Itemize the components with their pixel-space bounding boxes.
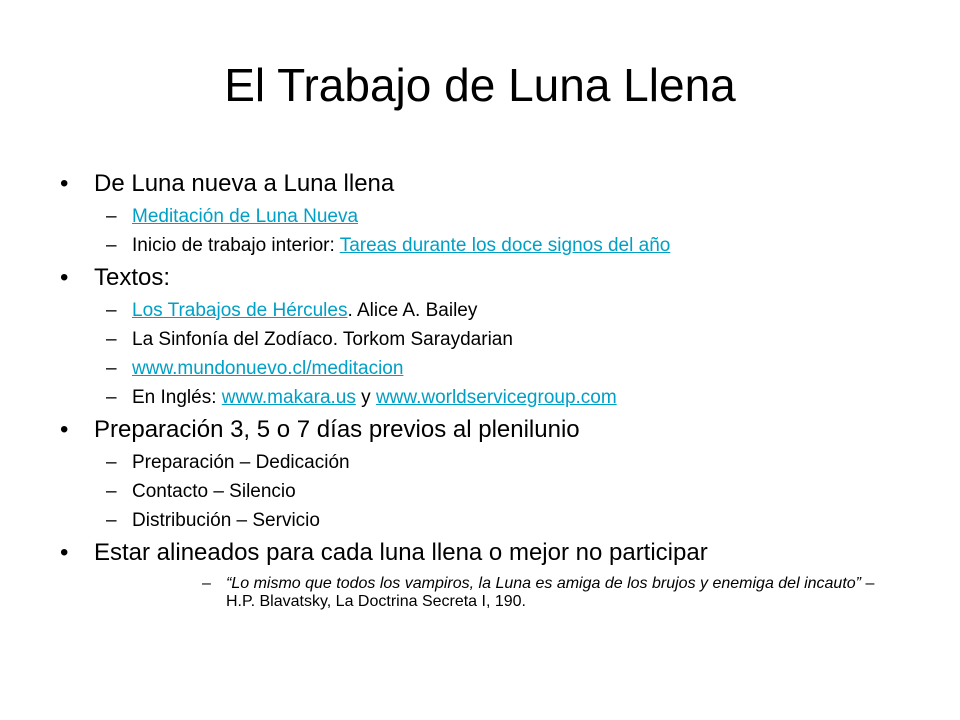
bullet-preparacion: • Preparación 3, 5 o 7 días previos al plenilunio	[60, 412, 920, 448]
bullet-luna-nueva: • De Luna nueva a Luna llena	[60, 166, 920, 202]
inicio-text: Inicio de trabajo interior:	[132, 235, 340, 256]
sub-item-trabajos	[60, 296, 920, 325]
slide-title: El Trabajo de Luna Llena	[224, 59, 736, 111]
bullet-alineados: • Estar alineados para cada luna llena o mejor no participar	[60, 535, 920, 571]
quote-source: – H.P. Blavatsky, La Doctrina Secreta I, 190.	[226, 575, 875, 610]
sub-item-prep-3: – Distribución – Servicio	[60, 506, 920, 535]
bullet-textos: • Textos:	[60, 260, 920, 296]
sub-item-sinfonia: – La Sinfonía del Zodíaco. Torkom Saraydarian	[60, 325, 920, 354]
sub-item-mundonuevo	[60, 354, 920, 383]
trabajos-author: . Alice A. Bailey	[347, 300, 478, 321]
ingles-text: En Inglés:	[132, 387, 222, 408]
tareas-link[interactable]: Tareas durante los doce signos del año	[339, 235, 671, 256]
sub-item-quote	[60, 571, 886, 611]
sub-item-prep-2: – Contacto – Silencio	[60, 477, 920, 506]
sub-item-meditacion	[60, 202, 920, 231]
makara-link[interactable]: www.makara.us	[221, 387, 356, 408]
meditacion-link[interactable]: Meditación de Luna Nueva	[132, 206, 359, 227]
y-text: y	[355, 387, 376, 408]
sub-item-ingles	[60, 383, 920, 412]
trabajos-hercules-link[interactable]: Los Trabajos de Hércules	[132, 300, 348, 321]
slide-body	[60, 166, 920, 611]
sub-item-inicio	[60, 231, 920, 260]
sub-item-prep-1: – Preparación – Dedicación	[60, 448, 920, 477]
mundonuevo-link[interactable]: www.mundonuevo.cl/meditacion	[132, 358, 404, 379]
quote-text: “Lo mismo que todos los vampiros, la Luna es amiga de los brujos y enemiga del incauto”	[226, 575, 861, 592]
worldservicegroup-link[interactable]: www.worldservicegroup.com	[375, 387, 617, 408]
